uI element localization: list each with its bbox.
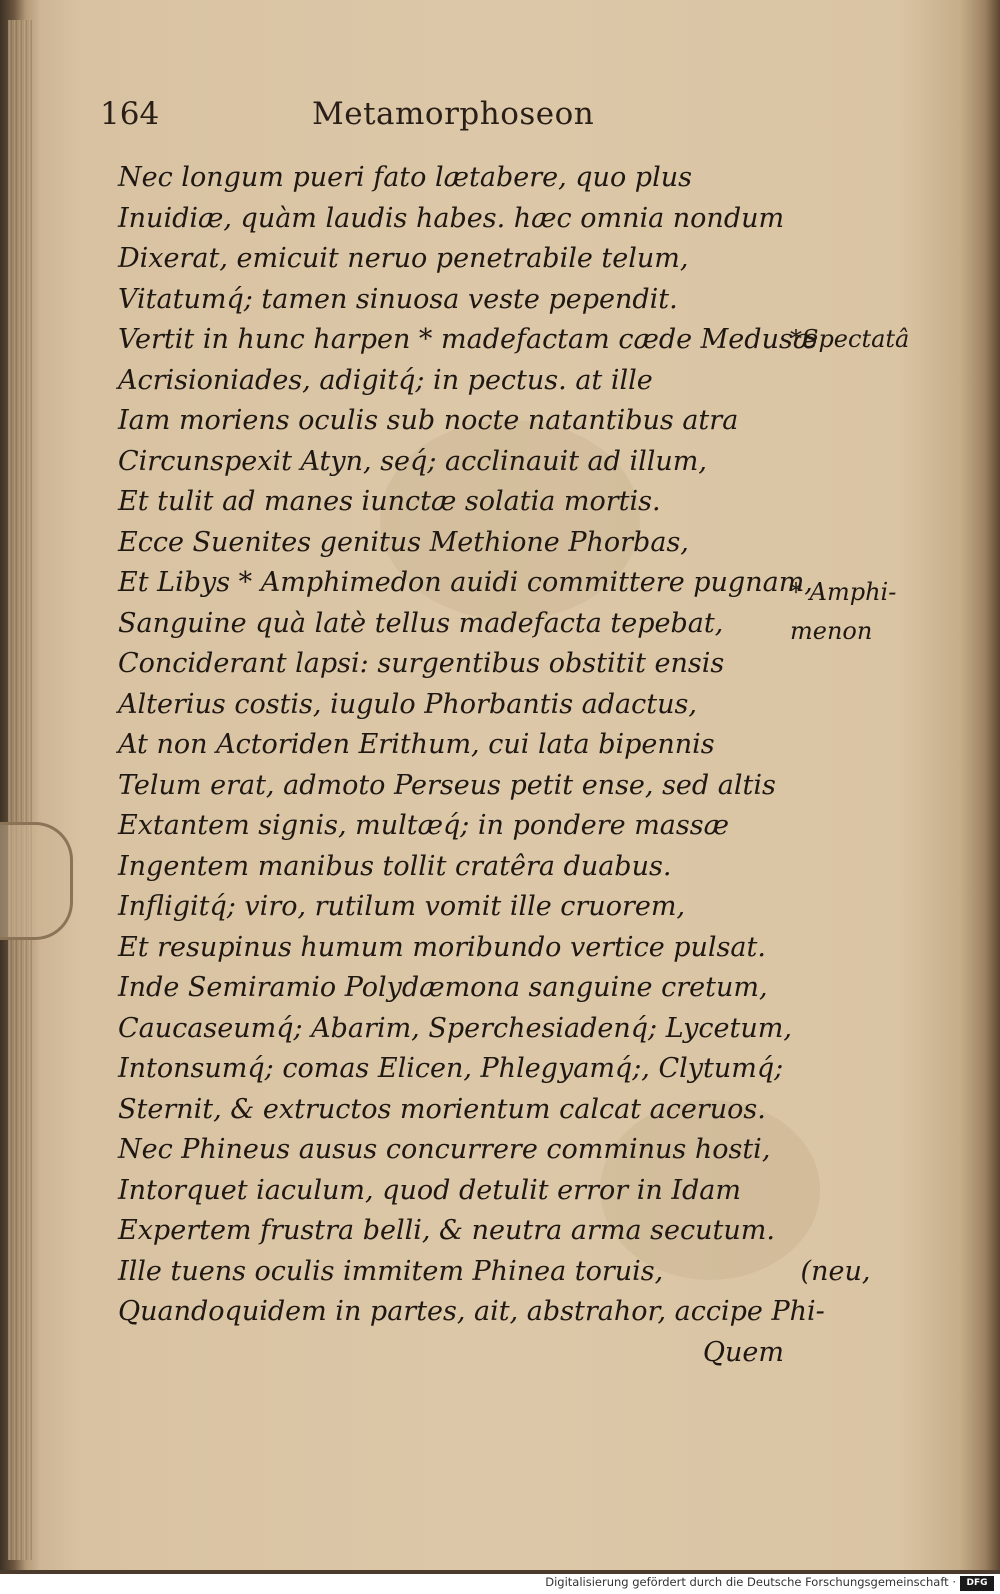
margin-note: menon	[790, 617, 873, 645]
verse-line: Alterius costis, iugulo Phorbantis adactus,	[118, 688, 697, 720]
verse-line: Ecce Suenites genitus Methione Phorbas,	[118, 526, 689, 558]
verse-line: Vitatumq́; tamen sinuosa veste pependit.	[118, 283, 678, 315]
margin-note: * Amphi-	[790, 578, 897, 606]
verse-line: Extantem signis, multæq́; in pondere massæ	[118, 810, 729, 841]
verse-line: Dixerat, emicuit neruo penetrabile telum,	[118, 243, 689, 274]
verse-line: Nec longum pueri fato lætabere, quo plus	[118, 162, 692, 193]
verse-line: Circunspexit Atyn, seq́; acclinauit ad illum,	[118, 445, 707, 477]
dfg-logo-icon: DFG	[960, 1576, 994, 1591]
catchword: Quem	[702, 1336, 784, 1368]
running-title: Metamorphoseon	[312, 96, 595, 132]
page-number: 164	[100, 96, 160, 132]
verse-line: Inuidiæ, quàm laudis habes. hæc omnia nondum	[118, 202, 785, 234]
verse-line: Et Libys * Amphimedon auidi committere pugnam,	[118, 567, 813, 598]
verse-line: Ingentem manibus tollit cratêra duabus.	[118, 850, 672, 882]
verse-line: Sanguine quà latè tellus madefacta tepebat,	[118, 607, 724, 639]
verse-line: Intonsumq́; comas Elicen, Phlegyamq́;, Clytumq́;	[118, 1053, 784, 1084]
verse-line: Iam moriens oculis sub nocte natantibus atra	[118, 405, 739, 436]
verse-line: Vertit in hunc harpen * madefactam cæde Medusæ	[118, 324, 819, 355]
verse-line: Ille tuens oculis immitem Phinea toruis, (neu,	[118, 1255, 871, 1287]
page-edges	[8, 20, 32, 1560]
margin-note: *Spectatâ	[790, 325, 910, 353]
verse-line: Infligitq́; viro, rutilum vomit ille cruorem,	[118, 891, 686, 922]
page-header	[100, 96, 800, 146]
verse-line: Inde Semiramio Polydæmona sanguine cretum,	[118, 972, 768, 1003]
verse-line: Caucaseumq́; Abarim, Sperchesiadenq́; Lycetum,	[118, 1012, 792, 1044]
verse-line: At non Actoriden Erithum, cui lata bipennis	[118, 729, 715, 760]
verse-line: Et resupinus humum moribundo vertice pulsat.	[118, 931, 766, 963]
verse-line: Nec Phineus ausus concurrere comminus hosti,	[118, 1134, 771, 1165]
verse-line: Sternit, & extructos morientum calcat aceruos.	[118, 1093, 766, 1125]
verse-line: Quandoquidem in partes, ait, abstrahor, accipe Phi-	[118, 1296, 825, 1327]
verse-line: Intorquet iaculum, quod detulit error in Idam	[118, 1174, 741, 1206]
page-tab	[0, 822, 73, 940]
footer-credit: Digitalisierung gefördert durch die Deutsche Forschungsgemeinschaft ·	[545, 1575, 956, 1589]
verse-line: Telum erat, admoto Perseus petit ense, sed altis	[118, 769, 776, 801]
verse-line: Acrisioniades, adigitq́; in pectus. at ille	[118, 364, 653, 396]
verse-line: Et tulit ad manes iunctæ solatia mortis.	[118, 486, 661, 517]
verse-line: Conciderant lapsi: surgentibus obstitit ensis	[118, 648, 725, 679]
verse-line: Expertem frustra belli, & neutra arma secutum.	[118, 1215, 775, 1246]
digitization-footer	[0, 1574, 1000, 1594]
